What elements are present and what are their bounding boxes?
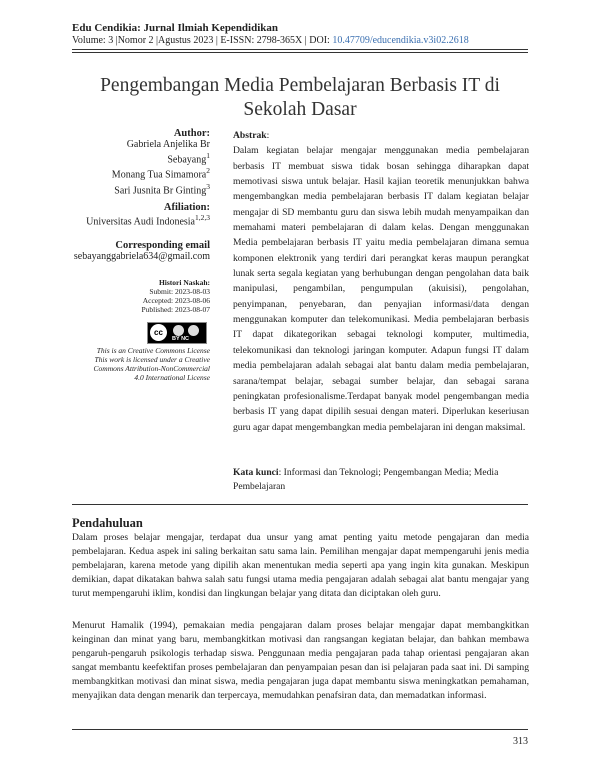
author-block [112,128,210,197]
abstract-heading: Abstrak [233,130,267,141]
history-submit: Submit: 2023-08-03 [149,287,210,296]
author-sup-2: 2 [206,166,210,176]
keywords-text: : Informasi dan Teknologi; Pengembangan Media; Media Pembelajaran [233,467,499,492]
history-accepted: Accepted: 2023-08-06 [142,296,210,305]
by-person-icon [173,325,184,336]
abstract-heading-line [233,128,529,143]
affiliation-label: Afiliation: [163,202,210,213]
license-line-4: 4.0 International License [134,373,210,382]
abstract-colon: : [266,130,270,141]
page-number: 313 [513,736,528,747]
header-rule-top [72,49,528,50]
affiliation-name: Universitas Audi Indonesia [86,216,195,228]
doi-link[interactable]: 10.47709/educendikia.v3i02.2618 [332,35,469,46]
affiliation-sup: 1,2,3 [195,213,210,222]
license-line-2: This work is licensed under a Creative [94,355,210,364]
title-line-2: Sekolah Dasar [243,99,357,120]
author-line-2 [112,151,210,166]
title-line-1: Pengembangan Media Pembelajaran Berbasis IT di [100,75,500,96]
author-line-4 [112,182,210,197]
author-line-1: Gabriela Anjelika Br [126,139,210,150]
abstract [233,128,529,435]
author-line-2-text: Sebayang [167,154,207,166]
cc-logo-icon: cc [150,324,167,341]
keywords [233,466,529,494]
history-published: Published: 2023-08-07 [141,305,210,314]
author-label: Author: [173,128,210,139]
history-label: Histori Naskah: [158,278,210,287]
body-paragraph-1: Dalam proses belajar mengajar, terdapat dua unsur yang amat penting yaitu metode pengajaran dan media pembelajaran. Kedua aspek ini saling berkaitan satu sama lain. Pemilihan mengajar dapat mempengaruhi jenis media pembelajaran, karena metode yang dipilih akan menentukan media seperti apa yang ingin kita gunakan. Meskipun demikian, dapat dikatakan bahwa salah satu fungsi utama media pengajaran adalah sebagai alat bantu mengajar yang turut mempengaruhi iklim, kondisi dan lingkungan belajar yang ditata dan diciptakan oleh guru. [72,532,529,600]
section-rule [72,504,528,505]
author-sup-3: 3 [206,181,210,191]
journal-meta [72,35,469,46]
affiliation-block [86,202,210,228]
history-block [141,278,210,314]
author-line-3 [112,166,210,181]
author-line-3-text: Monang Tua Simamora [111,169,207,181]
footer-rule [72,729,528,730]
corresponding-email[interactable]: sebayanggabriela634@gmail.com [73,251,210,262]
journal-meta-text: Volume: 3 |Nomor 2 |Agustus 2023 | E-ISSN: 2798-365X | DOI: [72,35,333,46]
page-title [72,74,528,122]
keywords-label: Kata kunci [233,467,279,478]
license-line-3: Commons Attribution-NonCommercial [93,364,210,373]
corresponding-label: Corresponding email [115,240,210,251]
license-line-1: This is an Creative Commons License [96,346,210,355]
license-text [94,346,210,382]
journal-name: Edu Cendikia: Jurnal Ilmiah Kependidikan [72,22,279,34]
author-line-4-text: Sari Jusnita Br Ginting [114,184,207,196]
abstract-text: Dalam kegiatan belajar mengajar menggunakan media pembelajaran berbasis IT membuat siswa tidak bosan sehingga diharapkan dapat memotivasi siswa untuk belajar. Hasil kajian teoretik menunjukkan bahwa mengembangkan media pembelajaran berbasis IT dalam kegiatan belajar mengajar di SD membantu guru dan siswa lebih mudah menyampaikan dan memahami materi pembelajaran di dalam kelas. Dengan menggunakan Media pembelajaran berbasis IT yaitu media pembelajaran dimana semua komponen elektronik yang terdiri dari perangkat keras maupun perangkat lunak serta segala kegiatan yang berhubungan dengan pengolahan data baik manipulasi, pengambilan, pengumpulan (akuisisi), pengolahan, penyimpanan, penyebaran, dan penyajian informasi/data dengan menggunakan komputer dan telekomunikasi. Media pembelajaran berbasis IT dapat dikategorikan sebagai teknologi komputer, multimedia, telekomunikasi dan teknologi jaringan komputer. Adapun fungsi IT dalam media pembelajaran adalah sebagai alat bantu dalam media pembelajaran, sarana/tempat belajar, sebagai sumber belajar, dan sebagai sarana peningkatan profesionalisme.Terdapat banyak model pengembangan media berbasis IT yang dapat dipilih sesuai dengan materi. Diperlukan keseriusan guru agar dapat mengembangkan media pembelajaran ini dengan maksimal. [233,145,529,433]
body-paragraph-2: Menurut Hamalik (1994), pemakaian media pengajaran dalam proses belajar mengajar dapat membangkitkan keinginan dan minat yang baru, membangkitkan motivasi dan rangsangan kegiatan belajar, dan bahkan membawa pengaruh-pengaruh psikologis terhadap siswa. Penggunaan media pengajaran pada tahap orientasi pengajaran akan sangat membantu keefektifan proses pembelajaran dan penyampaian pesan dan isi pelajaran pada saat ini. Di samping membangkitkan motivasi dan minat siswa, media pengajaran juga dapat membantu siswa meningkatkan pemahaman, menyajikan data dengan menarik dan terpercaya, memudahkan penafsiran data, dan memadatkan informasi. [72,620,529,702]
nc-dollar-icon [188,325,199,336]
section-title: Pendahuluan [72,516,143,530]
cc-badge-label: BY NC [172,336,190,342]
corresponding-block [74,240,210,263]
header-rule-bottom [72,52,528,53]
author-sup-1: 1 [206,151,210,160]
cc-by-nc-badge[interactable] [147,322,207,344]
affiliation-text [86,213,210,228]
